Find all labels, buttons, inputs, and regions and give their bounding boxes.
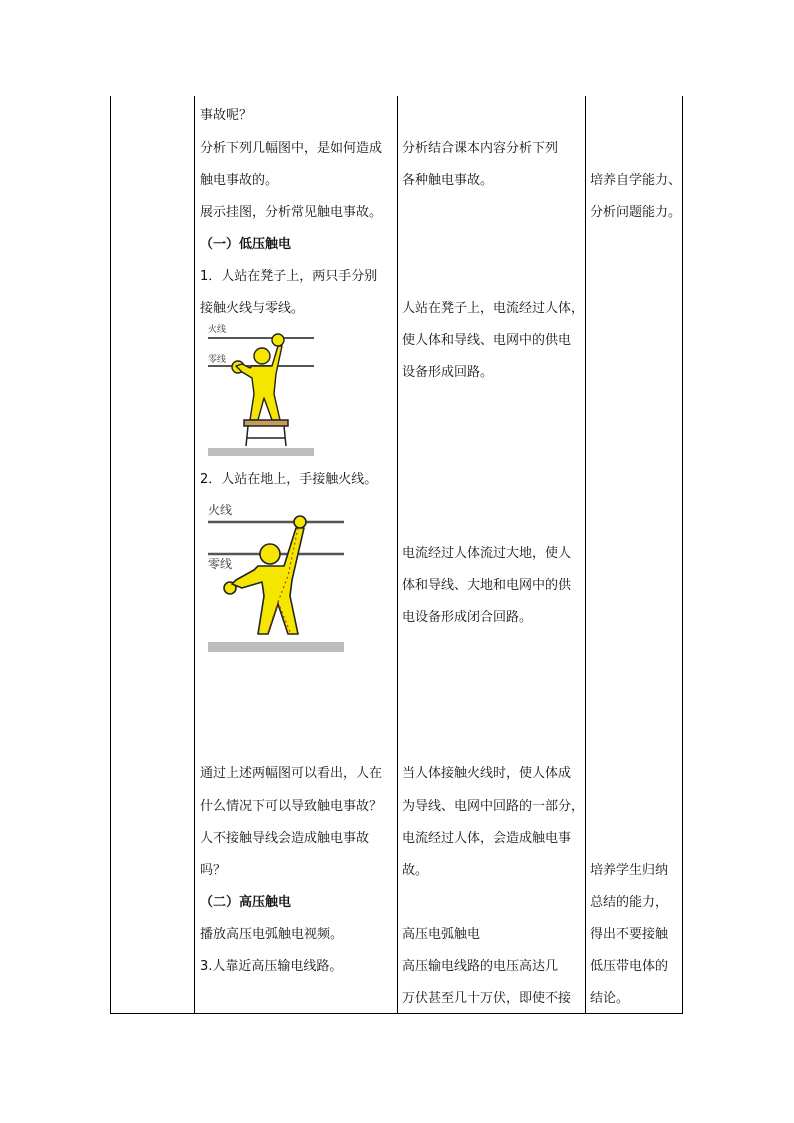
text-line: 什么情况下可以导致触电事故？ [200, 799, 383, 814]
text-line: 1．人站在凳子上，两只手分别 [200, 269, 378, 284]
design-intent-column [590, 96, 682, 1014]
zero-wire-label: 零线 [208, 355, 227, 365]
text-line: 通过上述两幅图可以看出，人在 [200, 766, 383, 781]
text-line: 培养学生归纳 [590, 863, 669, 878]
text-line: 电流经过人体，会造成触电事 [402, 831, 572, 846]
ground [208, 642, 344, 652]
text-line: 使人体和导线、电网中的供电 [402, 333, 572, 348]
ground-shock-illustration [206, 496, 346, 656]
fire-wire-label: 火线 [208, 325, 227, 335]
text-line: 人不接触导线会造成触电事故 [200, 831, 370, 846]
text-line: 电流经过人体流过大地，使人 [402, 546, 572, 561]
ground [208, 448, 314, 456]
text-line: 2．人站在地上，手接触火线。 [200, 472, 378, 487]
text-line: 当人体接触火线时，使人体成 [402, 766, 572, 781]
text-line: 设备形成回路。 [402, 365, 494, 380]
text-line: 各种触电事故。 [402, 173, 494, 188]
text-line: 低压带电体的 [590, 959, 669, 974]
section-heading-low-voltage: （一）低压触电 [200, 237, 292, 252]
text-line: 故。 [402, 863, 429, 878]
text-line: 高压输电线路的电压高达几 [402, 959, 559, 974]
text-line: 为导线、电网中回路的一部分， [402, 799, 585, 814]
person-figure [232, 334, 284, 420]
text-line: 万伏甚至几十万伏，即使不接 [402, 991, 572, 1006]
text-line: 电设备形成闭合回路。 [402, 610, 533, 625]
column-divider-3 [585, 96, 586, 1014]
text-line: 播放高压电弧触电视频。 [200, 927, 344, 942]
table-border-left [110, 96, 111, 1014]
text-line: 接触火线与零线。 [200, 301, 305, 316]
column-divider-2 [397, 96, 398, 1014]
teacher-activity-column [200, 96, 396, 1014]
text-line: 高压电弧触电 [402, 927, 481, 942]
stool-shock-illustration [206, 322, 316, 462]
lesson-plan-table [110, 96, 683, 1014]
text-line: 培养自学能力、 [590, 173, 682, 188]
text-line: 分析结合课本内容分析下列 [402, 141, 559, 156]
text-line: 事故呢？ [200, 108, 253, 123]
text-line: 分析问题能力。 [590, 205, 682, 220]
text-line: 人站在凳子上，电流经过人体， [402, 301, 585, 316]
section-heading-high-voltage: （二）高压触电 [200, 895, 292, 910]
person-figure [224, 516, 306, 634]
text-line: 结论。 [590, 991, 630, 1006]
zero-wire-label: 零线 [208, 557, 233, 571]
text-line: 体和导线、大地和电网中的供 [402, 578, 572, 593]
column-divider-1 [194, 96, 195, 1014]
text-line: 触电事故的。 [200, 173, 279, 188]
student-activity-column [402, 96, 584, 1014]
text-line: 总结的能力， [590, 895, 669, 910]
text-line: 分析下列几幅图中，是如何造成 [200, 141, 383, 156]
text-line: 3.人靠近高压输电线路。 [200, 959, 343, 974]
text-line: 展示挂图，分析常见触电事故。 [200, 205, 383, 220]
text-line: 得出不要接触 [590, 927, 669, 942]
table-border-right [682, 96, 683, 1014]
fire-wire-label: 火线 [208, 503, 233, 517]
stool [244, 420, 288, 446]
text-line: 吗？ [200, 863, 227, 878]
